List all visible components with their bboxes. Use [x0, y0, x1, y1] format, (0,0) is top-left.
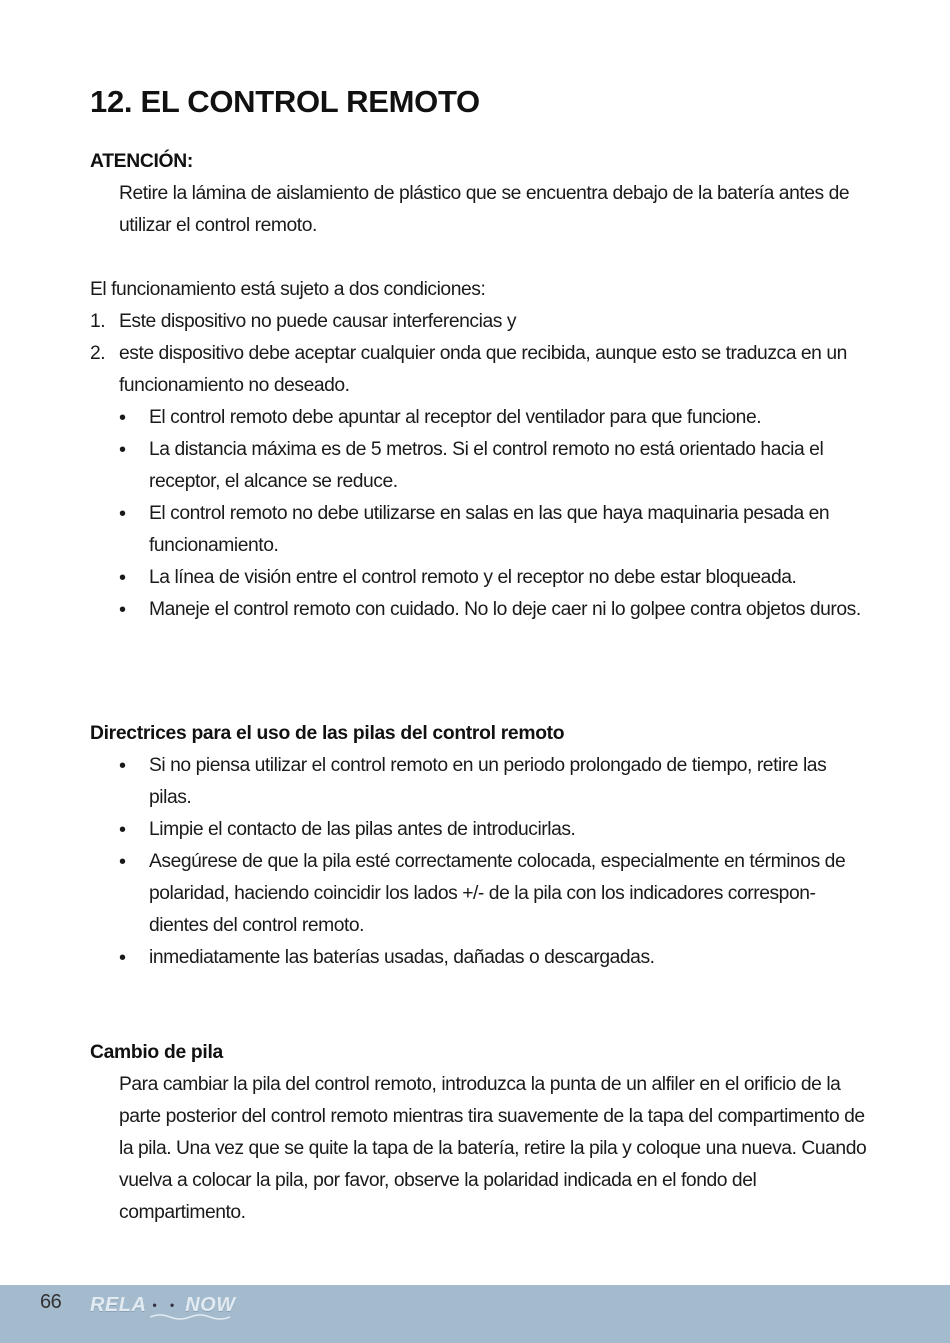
page-title: 12. EL CONTROL REMOTO: [90, 84, 480, 119]
list-item: [119, 434, 870, 498]
list-item-text: Maneje el control remoto con cuidado. No lo deje caer ni lo golpee contra objetos duros.: [149, 599, 861, 620]
list-item-text: Asegúrese de que la pila esté correctamente colocada, especialmente en términos de polaridad, haciendo coincidir los lados +/- de la pila con los indicadores correspon-dientes del control remoto.: [149, 851, 846, 936]
bullet-icon: •: [119, 851, 126, 873]
logo-wave-icon: [150, 1313, 230, 1321]
bullet-icon: •: [119, 407, 126, 429]
bullet-icon: •: [119, 439, 126, 461]
list-item-number: 1.: [90, 311, 106, 332]
list-item-text: Este dispositivo no puede causar interferencias y: [119, 311, 517, 332]
conditions-intro: El funcionamiento está sujeto a dos condiciones:: [90, 279, 486, 300]
list-item-text: El control remoto debe apuntar al receptor del ventilador para que funcione.: [149, 407, 762, 428]
battery-guidelines-heading: Directrices para el uso de las pilas del control remoto: [90, 723, 565, 744]
conditions-bullets: [90, 402, 870, 626]
list-item-text: El control remoto no debe utilizarse en salas en las que haya maquinaria pesada en funcionamiento.: [149, 503, 830, 556]
list-item-text: Limpie el contacto de las pilas antes de introducirlas.: [149, 819, 576, 840]
list-item: [119, 846, 870, 942]
list-item: [119, 402, 870, 434]
battery-change-heading: Cambio de pila: [90, 1042, 223, 1063]
page-number: 66: [40, 1291, 62, 1313]
bullet-icon: •: [119, 599, 126, 621]
list-item: [90, 306, 870, 338]
bullet-icon: •: [119, 755, 126, 777]
list-item-text: La distancia máxima es de 5 metros. Si el control remoto no está orientado hacia el receptor, el alcance se reduce.: [149, 439, 824, 492]
conditions-list: [90, 306, 870, 402]
list-item: [119, 498, 870, 562]
attention-block: [90, 146, 870, 242]
battery-change-text: Para cambiar la pila del control remoto, introduzca la punta de un alfiler en el orificio de la parte posterior del control remoto mientras tira suavemente de la tapa del compartimento de la pila. Una vez que se quite la tapa de la batería, retire la pila y coloque una nueva. Cuando vuelva a colocar la pila, por favor, observe la polaridad indicada en el fondo del compartimento.: [119, 1074, 867, 1223]
list-item-text: este dispositivo debe aceptar cualquier onda que recibida, aunque esto se traduzca en un funcionamiento no deseado.: [119, 343, 847, 396]
bullet-icon: •: [119, 567, 126, 589]
bullet-icon: •: [119, 947, 126, 969]
battery-change-section: [90, 1037, 870, 1229]
logo-text-left: RELA: [90, 1293, 147, 1316]
list-item: [90, 338, 870, 402]
attention-label: ATENCIÓN:: [90, 151, 193, 172]
list-item: [119, 814, 870, 846]
list-item-text: Si no piensa utilizar el control remoto en un periodo prolongado de tiempo, retire las pilas.: [149, 755, 827, 808]
page-footer: [0, 1285, 950, 1343]
list-item: [119, 750, 870, 814]
conditions-block: [90, 274, 870, 626]
list-item-number: 2.: [90, 343, 106, 364]
logo-text-right: NOW: [185, 1293, 236, 1316]
bullet-icon: •: [119, 503, 126, 525]
logo-dots: • •: [152, 1298, 180, 1312]
list-item-text: inmediatamente las baterías usadas, dañadas o descargadas.: [149, 947, 655, 968]
bullet-icon: •: [119, 819, 126, 841]
battery-guidelines-section: [90, 718, 870, 974]
attention-text: Retire la lámina de aislamiento de plástico que se encuentra debajo de la batería antes de utilizar el control remoto.: [119, 183, 850, 236]
list-item: [119, 562, 870, 594]
list-item-text: La línea de visión entre el control remoto y el receptor no debe estar bloqueada.: [149, 567, 797, 588]
list-item: [119, 594, 870, 626]
main-content: [90, 84, 870, 626]
battery-guidelines-list: [90, 750, 870, 974]
list-item: [119, 942, 870, 974]
